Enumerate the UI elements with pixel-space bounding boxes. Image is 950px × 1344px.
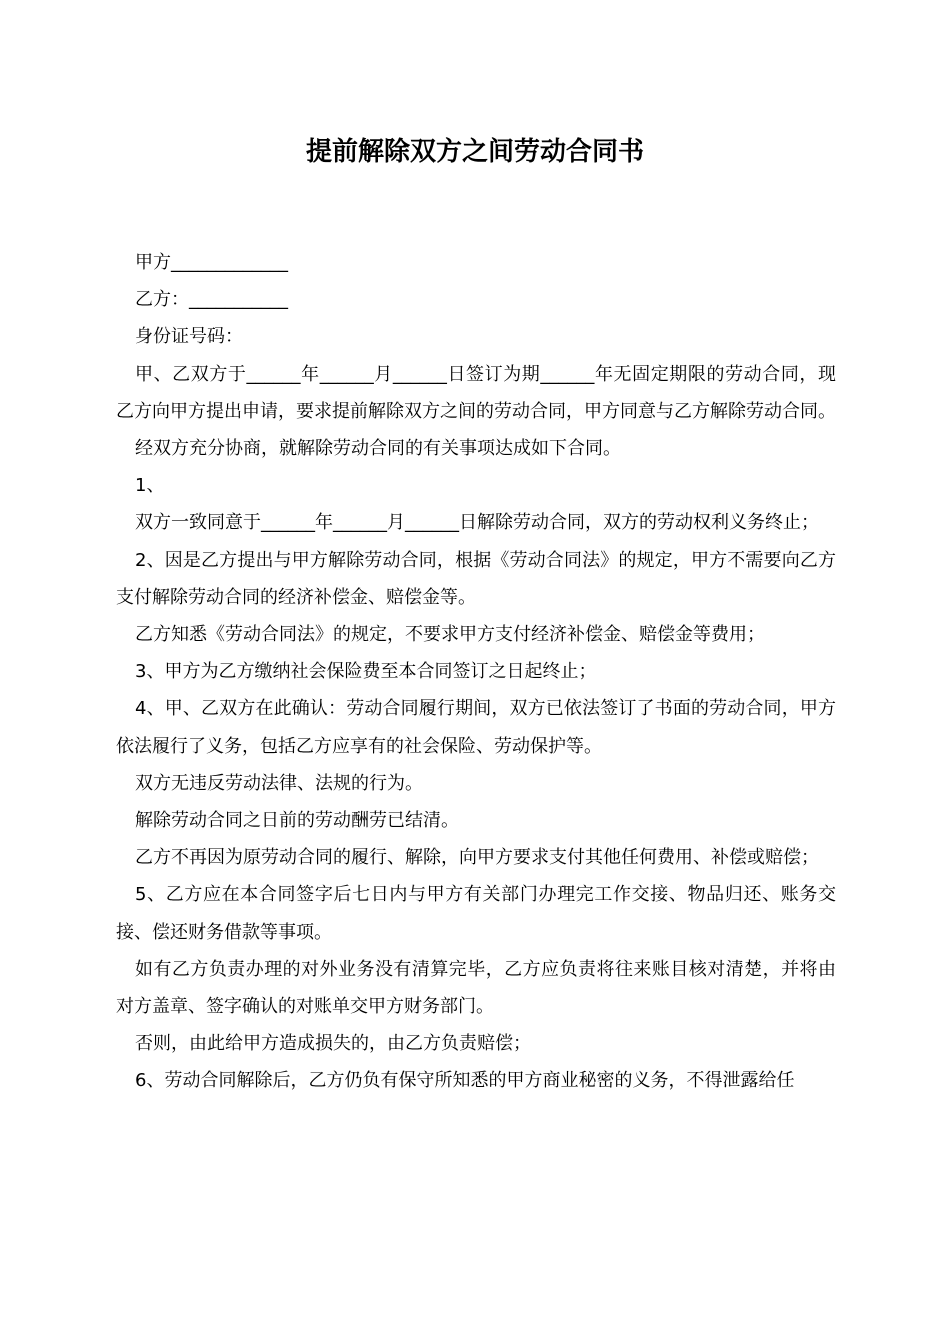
clause-2-text: 2、因是乙方提出与甲方解除劳动合同，根据《劳动合同法》的规定，甲方不需要向乙方支付解除劳动合同的经济补偿金、赔偿金等。: [116, 549, 836, 608]
clause-4-no-violation: 双方无违反劳动法律、法规的行为。: [135, 772, 423, 794]
id-number-line: 身份证号码：: [135, 326, 243, 348]
clause-5-liability: 否则，由此给甲方造成损失的，由乙方负责赔偿；: [135, 1033, 531, 1055]
clause-5-accounts: 如有乙方负责办理的对外业务没有清算完毕，乙方应负责将往来账目核对清楚，并将由对方盖章、签字确认的对账单交甲方财务部门。: [116, 958, 836, 1018]
clause-1-text: 双方一致同意于______年______月______日解除劳动合同，双方的劳动权利义务终止；: [135, 512, 819, 534]
clause-2-acknowledgement: 乙方知悉《劳动合同法》的规定，不要求甲方支付经济补偿金、赔偿金等费用；: [135, 624, 765, 646]
document-body: [116, 244, 836, 1100]
contract-intro-paragraph: 甲、乙双方于______年______月______日签订为期______年无固定期限的劳动合同，现乙方向甲方提出申请，要求提前解除双方之间的劳动合同，甲方同意与乙方解除劳动合同。: [116, 363, 836, 422]
party-b-line: 乙方：___________: [135, 289, 288, 311]
party-a-line: 甲方_____________: [135, 252, 288, 273]
clause-3-text: 3、甲方为乙方缴纳社会保险费至本合同签订之日起终止；: [135, 661, 597, 683]
clause-5-text: 5、乙方应在本合同签字后七日内与甲方有关部门办理完工作交接、物品归还、账务交接、偿还财务借款等事项。: [116, 884, 836, 943]
clause-6-text: 6、劳动合同解除后，乙方仍负有保守所知悉的甲方商业秘密的义务，不得泄露给任: [135, 1070, 795, 1092]
clause-4-text: 4、甲、乙双方在此确认：劳动合同履行期间，双方已依法签订了书面的劳动合同，甲方依法履行了义务，包括乙方应享有的社会保险、劳动保护等。: [116, 698, 836, 757]
clause-4-wages-settled: 解除劳动合同之日前的劳动酬劳已结清。: [135, 810, 459, 832]
document-title: 提前解除双方之间劳动合同书: [305, 137, 644, 167]
negotiation-paragraph: 经双方充分协商，就解除劳动合同的有关事项达成如下合同。: [135, 438, 621, 460]
clause-1-number: 1、: [135, 475, 165, 497]
clause-4-no-further-claims: 乙方不再因为原劳动合同的履行、解除，向甲方要求支付其他任何费用、补偿或赔偿；: [135, 847, 819, 869]
